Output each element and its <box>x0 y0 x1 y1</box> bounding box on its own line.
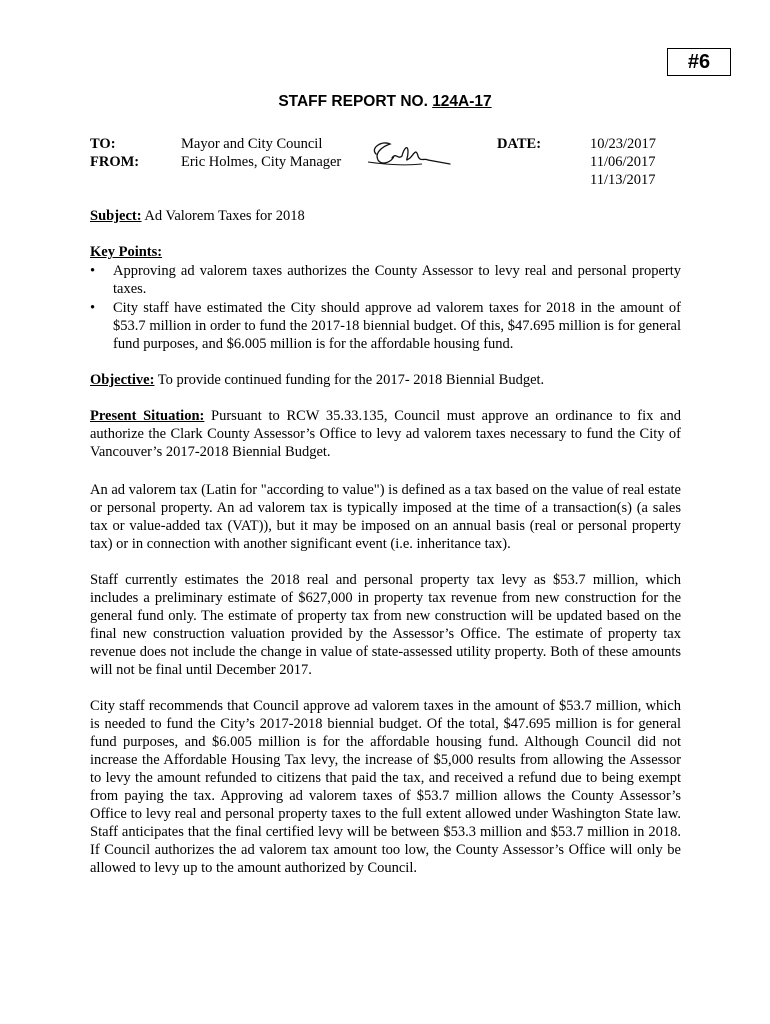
objective-paragraph <box>90 371 681 389</box>
subject-text: Ad Valorem Taxes for 2018 <box>141 208 305 224</box>
bullet-icon: • <box>90 300 96 316</box>
date-1: 10/23/2017 <box>590 136 657 152</box>
key-points-label: Key Points: <box>90 244 163 260</box>
present-situation-label: Present Situation: <box>90 408 205 424</box>
key-point-text: Approving ad valorem taxes authorizes the County Assessor to levy real and personal property taxes. <box>113 263 681 297</box>
from-label: FROM: <box>90 154 140 170</box>
staff-recommendation-paragraph: City staff recommends that Council approve ad valorem taxes in the amount of $53.7 million, which is needed to fund the City’s 2017-2018 biennial budget. Of the total, $47.695 million is for general fund purposes, and $6.005 million is for the affordable housing fund. Although Council did not increase the Affordable Housing Tax levy, the increase of $5,000 results from allowing the Assessor to levy the amount refunded to citizens that paid the tax, and received a refund due to being exempt from paying the tax. Approving ad valorem taxes of $53.7 million allows the County Assessor’s Office to levy real and personal property taxes to the full extent allowed under Washington State law. Staff anticipates that the final certified levy will be between $53.3 million and $53.7 million in 2018. If Council authorizes the ad valorem tax amount too low, the County Assessor’s Office will only be allowed to levy up to the amount authorized by Council. <box>90 698 681 876</box>
signature-image <box>362 134 452 174</box>
report-title <box>0 93 770 111</box>
to-value: Mayor and City Council <box>181 136 323 152</box>
key-point-item <box>90 262 681 298</box>
bullet-icon: • <box>90 263 96 279</box>
report-title-prefix: STAFF REPORT NO. <box>278 93 433 110</box>
objective-label: Objective: <box>90 372 155 388</box>
objective-text: To provide continued funding for the 2017- 2018 Biennial Budget. <box>154 372 545 388</box>
key-points-heading <box>90 243 681 261</box>
key-point-item <box>90 299 681 353</box>
item-number-badge: #6 <box>667 48 731 76</box>
staff-estimate-paragraph: Staff currently estimates the 2018 real and personal property tax levy as $53.7 million, which includes a preliminary estimate of $627,000 in property tax revenue from new construction for the general fund only. The estimate of property tax from new construction will be updated based on the final new construction valuation provided by the Assessor’s Office. The estimate of property tax revenue does not include the change in value of state-assessed utility property. Both of these amounts will not be final until December 2017. <box>90 572 681 678</box>
ad-valorem-definition-paragraph: An ad valorem tax (Latin for "according to value") is defined as a tax based on the value of real estate or personal property. An ad valorem tax is typically imposed at the time of a transaction(s) (a sales tax or value-added tax (VAT)), but it may be imposed on an annual basis (real or personal property tax) or in connection with another significant event (i.e. inheritance tax). <box>90 482 681 552</box>
key-points-list <box>90 262 681 354</box>
date-label: DATE: <box>497 136 542 152</box>
from-value: Eric Holmes, City Manager <box>181 154 342 170</box>
date-2: 11/06/2017 <box>590 154 656 170</box>
present-situation-paragraph <box>90 407 681 461</box>
subject-label: Subject: <box>90 208 142 224</box>
date-3: 11/13/2017 <box>590 172 656 188</box>
present-situation-text: Pursuant to RCW 35.33.135, Council must approve an ordinance to fix and authorize the Clark County Assessor’s Office to levy ad valorem taxes necessary to fund the City of Vancouver’s 2017-2018 Biennial Budget. <box>90 408 681 460</box>
to-label: TO: <box>90 136 116 152</box>
key-point-text: City staff have estimated the City should approve ad valorem taxes for 2018 in the amount of $53.7 million in order to fund the 2017-18 biennial budget. Of this, $47.695 million is for general fund purposes, and $6.005 million is for the affordable housing fund. <box>113 300 681 352</box>
report-number: 124A-17 <box>432 93 492 110</box>
subject-line <box>90 207 681 225</box>
